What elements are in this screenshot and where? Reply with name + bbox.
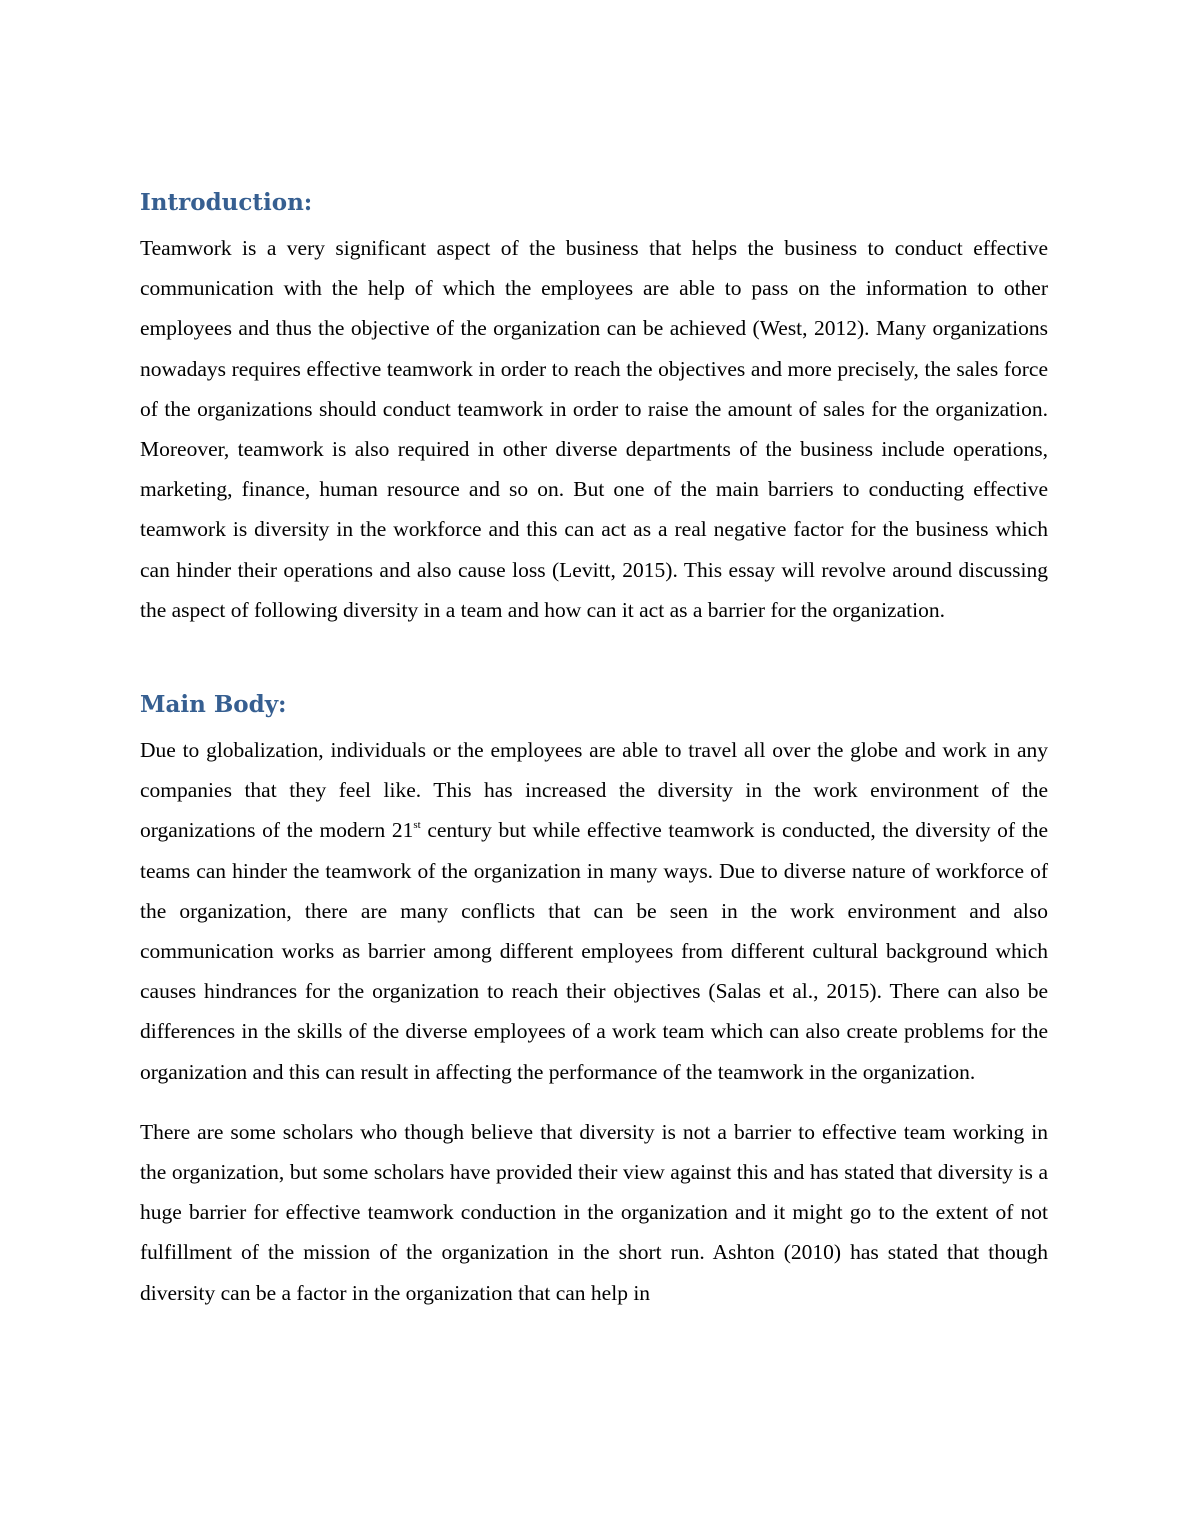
introduction-paragraph: Teamwork is a very significant aspect of the business that helps the business to conduct effective communication with the help of which the employees are able to pass on the information to other employees and thus the objective of the organization can be achieved (West, 2012). Many organizations nowadays requires effective teamwork in order to reach the objectives and more precisely, the sales force of the organizations should conduct teamwork in order to raise the amount of sales for the organization. Moreover, teamwork is also required in other diverse departments of the business include operations, marketing, finance, human resource and so on. But one of the main barriers to conducting effective teamwork is diversity in the workforce and this can act as a real negative factor for the business which can hinder their operations and also cause loss (Levitt, 2015). This essay will revolve around discussing the aspect of following diversity in a team and how can it act as a barrier for the organization. bbox=[140, 236, 1048, 622]
main-body-heading: Main Body: bbox=[140, 691, 287, 719]
main-body-paragraph-1-text-b: century but while effective teamwork is conducted, the diversity of the teams can hinder the teamwork of the organization in many ways. Due to diverse nature of workforce of the organization, there are many conflicts that can be seen in the work environment and also communication works as barrier among different employees from different cultural background which causes hindrances for the organization to reach their objectives (Salas et al., 2015). There can also be differences in the skills of the diverse employees of a work team which can also create problems for the organization and this can result in affecting the performance of the teamwork in the organization. bbox=[140, 818, 1048, 1084]
ordinal-superscript: st bbox=[413, 819, 421, 832]
main-body-paragraph-1-text-a: Due to globalization, individuals or the employees are able to travel all over the globe and work in any companies that they feel like. This has increased the diversity in the work environment of the organizations of the modern 21 bbox=[140, 738, 1048, 843]
document-page bbox=[140, 180, 1048, 1313]
introduction-heading: Introduction: bbox=[140, 189, 313, 216]
main-body-paragraph-1 bbox=[140, 730, 1048, 1092]
main-body-paragraph-2: There are some scholars who though believe that diversity is not a barrier to effective team working in the organization, but some scholars have provided their view against this and has stated that diversity is a huge barrier for effective teamwork conduction in the organization and it might go to the extent of not fulfillment of the mission of the organization in the short run. Ashton (2010) has stated that though diversity can be a factor in the organization that can help in bbox=[140, 1119, 1048, 1305]
